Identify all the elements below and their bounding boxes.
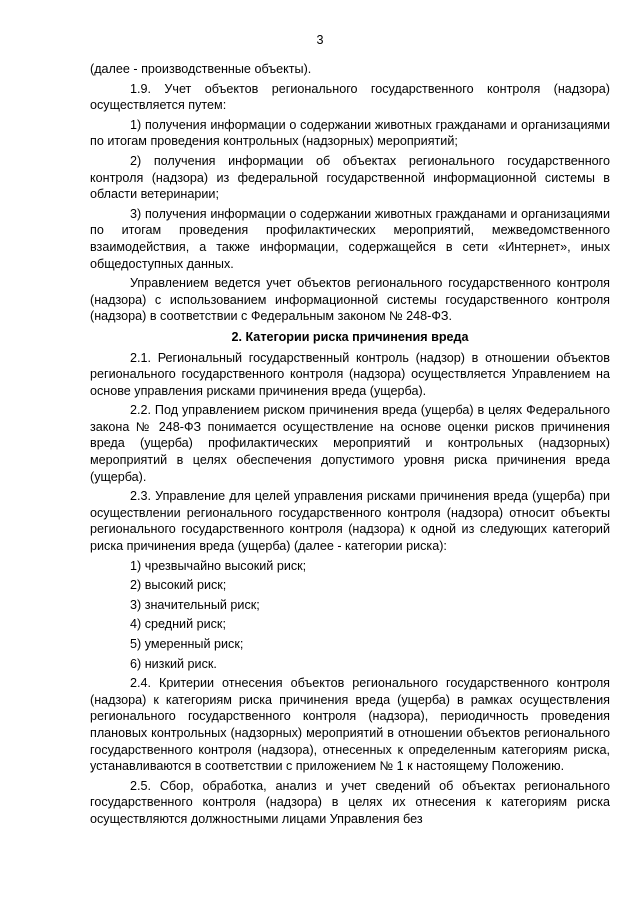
paragraph-2-5: 2.5. Сбор, обработка, анализ и учет сведений об объектах регионального государственного контроля (надзора) в целях их отнесения к категориям риска осуществляются должностными лицами Управления без bbox=[90, 778, 610, 826]
paragraph-1-9: 1.9. Учет объектов регионального государственного контроля (надзора) осуществляется путем: bbox=[90, 81, 610, 113]
risk-category-item: 5) умеренный риск; bbox=[130, 637, 244, 651]
risk-category-item: 1) чрезвычайно высокий риск; bbox=[130, 558, 307, 573]
risk-category-list bbox=[90, 558, 610, 673]
paragraph-accounting: Управлением ведется учет объектов регионального государственного контроля (надзора) с использованием информационной системы государственного контроля (надзора) в соответствии с Федеральным законом № 248-ФЗ. bbox=[90, 276, 610, 324]
paragraph-1-9-item-3: 3) получения информации о содержании животных гражданами и организациями по итогам проведения профилактических мероприятий, межведомственного взаимодействия, а также информации, содержащейся в сети «Интернет», иных общедоступных данных. bbox=[90, 206, 610, 271]
paragraph-continuation: (далее - производственные объекты). bbox=[90, 62, 312, 76]
paragraph-2-4: 2.4. Критерии отнесения объектов регионального государственного контроля (надзора) к категориям риска причинения вреда (ущерба) в рамках осуществления регионального государственного контроля (надзора), периодичность проведения плановых контрольных (надзорных) мероприятий в отношении объектов регионального государственного контроля (надзора), отнесенных к определенным категориям риска, устанавливаются в соответствии с приложением № 1 к настоящему Положению. bbox=[90, 676, 610, 774]
paragraph-2-1: 2.1. Региональный государственный контроль (надзор) в отношении объектов регионального государственного контроля (надзора) осуществляется Управлением на основе управления рисками причинения вреда (ущерба). bbox=[90, 350, 610, 398]
paragraph-1-9-item-2: 2) получения информации об объектах регионального государственного контроля (надзора) из федеральной государственной информационной системы в области ветеринарии; bbox=[90, 153, 610, 202]
paragraph-1-9-item-1: 1) получения информации о содержании животных гражданами и организациями по итогам проведения контрольных (надзорных) мероприятий; bbox=[90, 117, 610, 149]
risk-category-item: 4) средний риск; bbox=[130, 617, 226, 632]
paragraph-2-3: 2.3. Управление для целей управления рисками причинения вреда (ущерба) при осуществлении регионального государственного контроля (надзора) относит объекты регионального государственного контроля (надзора) к одной из следующих категорий риска причинения вреда (ущерба) (далее - категории риска): bbox=[90, 489, 610, 554]
page-number: 3 bbox=[316, 33, 324, 47]
risk-category-item: 2) высокий риск; bbox=[130, 578, 227, 593]
risk-category-item: 6) низкий риск. bbox=[130, 656, 217, 671]
risk-category-item: 3) значительный риск; bbox=[130, 597, 260, 612]
section-heading: 2. Категории риска причинения вреда bbox=[231, 329, 469, 344]
paragraph-2-2: 2.2. Под управлением риском причинения вреда (ущерба) в целях Федерального закона № 248-ФЗ понимается осуществление на основе оценки рисков причинения вреда (ущерба) профилактических мероприятий и контрольных (надзорных) мероприятий в целях обеспечения допустимого уровня риска причинения вреда (ущерба). bbox=[90, 403, 610, 484]
document-body bbox=[90, 61, 610, 831]
